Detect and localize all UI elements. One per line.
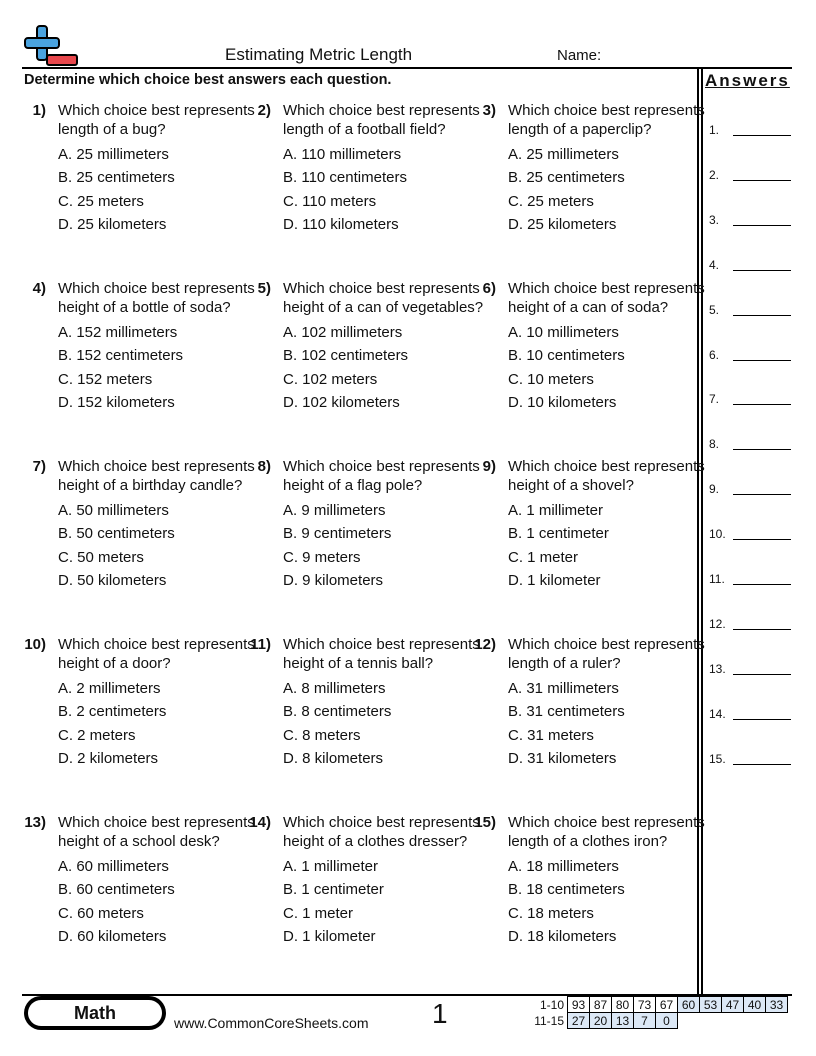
score-cell: 80 bbox=[612, 997, 634, 1013]
answer-choice: C. 31 meters bbox=[508, 726, 594, 744]
answer-number: 5. bbox=[709, 302, 720, 317]
answer-choice: A. 25 millimeters bbox=[58, 146, 169, 163]
choice-list bbox=[283, 323, 508, 416]
answer-choice: A. 31 millimeters bbox=[508, 680, 619, 697]
question-text: Which choice best represents height of a can of soda? bbox=[508, 280, 705, 316]
answer-number: 6. bbox=[709, 347, 720, 362]
answer-choice: A. 10 millimeters bbox=[508, 324, 619, 341]
answer-number: 8. bbox=[709, 437, 720, 452]
question-13 bbox=[24, 813, 283, 950]
score-cell: 53 bbox=[700, 997, 722, 1013]
answer-line bbox=[733, 539, 791, 540]
answer-choice: D. 152 kilometers bbox=[58, 393, 175, 411]
question-number: 8) bbox=[257, 458, 271, 475]
choice-list bbox=[508, 145, 733, 238]
score-row-label: 1-10 bbox=[539, 997, 564, 1012]
question-number: 5) bbox=[257, 280, 271, 297]
answer-choice: A. 1 millimeter bbox=[283, 858, 379, 875]
answer-choice: D. 102 kilometers bbox=[283, 393, 400, 411]
answer-choice: D. 110 kilometers bbox=[283, 215, 399, 233]
question-text: Which choice best represents height of a flag pole? bbox=[283, 458, 480, 494]
subject-badge bbox=[24, 996, 166, 1030]
header-divider bbox=[22, 67, 792, 69]
answer-choice: B. 10 centimeters bbox=[508, 347, 625, 365]
answer-choice: C. 9 meters bbox=[283, 548, 361, 566]
score-row-label: 11-15 bbox=[534, 1013, 564, 1028]
answer-choice: B. 31 centimeters bbox=[508, 703, 625, 721]
question-text: Which choice best represents height of a birthday candle? bbox=[58, 458, 255, 494]
answer-choice: B. 1 centimeter bbox=[283, 881, 384, 899]
answer-choice: A. 50 millimeters bbox=[58, 502, 169, 519]
question-text: Which choice best represents length of a bug? bbox=[58, 102, 255, 138]
answer-choice: A. 110 millimeters bbox=[283, 146, 402, 163]
answer-line bbox=[733, 404, 791, 405]
score-cell: 40 bbox=[744, 997, 766, 1013]
choice-list bbox=[58, 145, 283, 238]
answer-choice: A. 1 millimeter bbox=[508, 502, 604, 519]
logo-plus-horizontal bbox=[25, 38, 59, 48]
answer-choice: A. 102 millimeters bbox=[283, 324, 403, 341]
choice-list bbox=[58, 679, 283, 772]
question-text: Which choice best represents length of a football field? bbox=[283, 102, 480, 138]
question-1 bbox=[32, 101, 283, 238]
score-cell: 0 bbox=[656, 1013, 678, 1029]
choice-list bbox=[283, 679, 508, 772]
choice-list bbox=[508, 323, 733, 416]
answer-number: 1. bbox=[709, 123, 720, 137]
page-number: 1 bbox=[432, 998, 448, 1029]
answer-number: 12. bbox=[709, 616, 726, 631]
answer-number: 11. bbox=[709, 572, 725, 586]
answer-line bbox=[733, 584, 791, 585]
question-number: 2) bbox=[257, 102, 271, 119]
question-9 bbox=[482, 457, 733, 594]
choice-list bbox=[283, 857, 508, 950]
answer-choice: D. 25 kilometers bbox=[58, 215, 167, 233]
question-text: Which choice best represents height of a shovel? bbox=[508, 458, 705, 494]
answer-line bbox=[733, 225, 791, 226]
question-15 bbox=[474, 813, 733, 950]
answer-choice: D. 9 kilometers bbox=[283, 571, 384, 589]
score-cell: 33 bbox=[766, 997, 788, 1013]
score-cell: 87 bbox=[590, 997, 612, 1013]
question-10 bbox=[24, 635, 283, 772]
score-row bbox=[526, 1013, 788, 1029]
score-cell: 13 bbox=[612, 1013, 634, 1029]
answer-choice: C. 25 meters bbox=[508, 192, 594, 210]
answer-choice: B. 60 centimeters bbox=[58, 881, 175, 899]
question-number: 1) bbox=[32, 102, 46, 119]
question-number: 3) bbox=[482, 102, 496, 119]
answer-line bbox=[733, 180, 791, 181]
answer-choice: C. 102 meters bbox=[283, 370, 378, 388]
choice-list bbox=[508, 679, 733, 772]
score-row bbox=[526, 997, 788, 1013]
worksheet-title: Estimating Metric Length bbox=[225, 45, 413, 64]
answers-title: Answers bbox=[705, 71, 790, 90]
plus-minus-logo-icon bbox=[22, 24, 80, 68]
choice-list bbox=[508, 501, 733, 594]
question-3 bbox=[482, 101, 733, 238]
answer-choice: A. 2 millimeters bbox=[58, 680, 161, 697]
answer-number: 9. bbox=[709, 482, 720, 497]
answer-choice: D. 2 kilometers bbox=[58, 749, 159, 767]
answer-choice: A. 18 millimeters bbox=[508, 858, 619, 875]
answer-line bbox=[733, 135, 791, 136]
choice-list bbox=[283, 145, 508, 238]
choice-list bbox=[58, 323, 283, 416]
question-number: 10) bbox=[24, 636, 46, 653]
answer-choice: B. 152 centimeters bbox=[58, 347, 184, 365]
answer-choice: B. 2 centimeters bbox=[58, 703, 167, 721]
question-number: 9) bbox=[482, 458, 496, 475]
answer-choice: C. 152 meters bbox=[58, 370, 153, 388]
choice-list bbox=[58, 857, 283, 950]
score-cell: 20 bbox=[590, 1013, 612, 1029]
answer-choice: C. 2 meters bbox=[58, 726, 136, 744]
question-number: 6) bbox=[482, 280, 496, 297]
question-number: 11) bbox=[250, 636, 271, 653]
question-text: Which choice best represents length of a clothes iron? bbox=[508, 814, 705, 850]
instructions: Determine which choice best answers each question. bbox=[24, 72, 392, 88]
question-number: 15) bbox=[474, 814, 496, 831]
question-6 bbox=[482, 279, 733, 416]
question-4 bbox=[32, 279, 283, 416]
choice-list bbox=[58, 501, 283, 594]
question-number: 7) bbox=[32, 458, 46, 475]
answer-choice: A. 60 millimeters bbox=[58, 858, 169, 875]
answer-choice: B. 110 centimeters bbox=[283, 169, 407, 187]
answer-choice: D. 10 kilometers bbox=[508, 393, 617, 411]
question-14 bbox=[249, 813, 508, 950]
answer-number: 14. bbox=[709, 706, 726, 721]
answer-choice: B. 8 centimeters bbox=[283, 703, 392, 721]
question-text: Which choice best represents height of a can of vegetables? bbox=[283, 280, 484, 316]
question-number: 4) bbox=[32, 280, 46, 297]
answer-choice: D. 60 kilometers bbox=[58, 927, 167, 945]
answer-line bbox=[733, 494, 791, 495]
answer-line bbox=[733, 674, 791, 675]
answer-choice: A. 152 millimeters bbox=[58, 324, 178, 341]
question-7 bbox=[32, 457, 283, 594]
score-cell: 67 bbox=[656, 997, 678, 1013]
question-text: Which choice best represents height of a tennis ball? bbox=[283, 636, 480, 672]
answer-choice: D. 1 kilometer bbox=[508, 571, 601, 589]
answer-choice: A. 9 millimeters bbox=[283, 502, 386, 519]
answer-choice: C. 25 meters bbox=[58, 192, 144, 210]
question-2 bbox=[257, 101, 508, 238]
subject-label: Math bbox=[28, 1000, 162, 1026]
answer-line bbox=[733, 315, 791, 316]
question-12 bbox=[474, 635, 733, 772]
answer-choice: B. 1 centimeter bbox=[508, 525, 609, 543]
answer-choice: B. 102 centimeters bbox=[283, 347, 409, 365]
answer-choice: D. 50 kilometers bbox=[58, 571, 167, 589]
question-number: 12) bbox=[474, 636, 496, 653]
answer-choice: B. 18 centimeters bbox=[508, 881, 625, 899]
question-text: Which choice best represents length of a ruler? bbox=[508, 636, 705, 672]
answer-choice: C. 60 meters bbox=[58, 904, 144, 922]
answer-choice: D. 31 kilometers bbox=[508, 749, 617, 767]
answer-number: 7. bbox=[709, 392, 720, 407]
answer-choice: D. 8 kilometers bbox=[283, 749, 384, 767]
logo-minus bbox=[47, 55, 77, 65]
question-text: Which choice best represents height of a school desk? bbox=[58, 814, 255, 850]
answer-line bbox=[733, 360, 791, 361]
answer-choice: C. 18 meters bbox=[508, 904, 594, 922]
question-number: 14) bbox=[249, 814, 271, 831]
answer-choice: D. 1 kilometer bbox=[283, 927, 376, 945]
question-text: Which choice best represents height of a door? bbox=[58, 636, 255, 672]
answer-choice: C. 1 meter bbox=[508, 548, 579, 566]
question-text: Which choice best represents height of a bottle of soda? bbox=[58, 280, 255, 316]
score-cell: 27 bbox=[568, 1013, 590, 1029]
answer-line bbox=[733, 719, 791, 720]
answer-line bbox=[733, 764, 791, 765]
question-text: Which choice best represents length of a paperclip? bbox=[508, 102, 705, 138]
score-cell: 73 bbox=[634, 997, 656, 1013]
score-cell: 47 bbox=[722, 997, 744, 1013]
answer-choice: A. 8 millimeters bbox=[283, 680, 386, 697]
question-text: Which choice best represents height of a clothes dresser? bbox=[283, 814, 480, 850]
answer-choice: C. 1 meter bbox=[283, 904, 354, 922]
answer-choice: C. 110 meters bbox=[283, 192, 377, 210]
question-number: 13) bbox=[24, 814, 46, 831]
score-cell: 7 bbox=[634, 1013, 656, 1029]
score-cell: 93 bbox=[568, 997, 590, 1013]
answer-line bbox=[733, 449, 791, 450]
answer-choice: C. 8 meters bbox=[283, 726, 361, 744]
answer-line bbox=[733, 629, 791, 630]
choice-list bbox=[283, 501, 508, 594]
question-11 bbox=[250, 635, 508, 772]
answer-number: 15. bbox=[709, 751, 726, 766]
name-label: Name: bbox=[557, 47, 602, 64]
score-table bbox=[526, 996, 788, 1029]
answer-choice: B. 9 centimeters bbox=[283, 525, 392, 543]
website-url: www.CommonCoreSheets.com bbox=[174, 1015, 369, 1031]
question-5 bbox=[257, 279, 508, 416]
answer-choice: B. 25 centimeters bbox=[508, 169, 625, 187]
answer-number: 13. bbox=[709, 661, 726, 676]
answer-number: 2. bbox=[709, 167, 720, 182]
question-8 bbox=[257, 457, 508, 594]
answer-number: 10. bbox=[709, 527, 726, 542]
answer-line bbox=[733, 270, 791, 271]
answer-choice: B. 50 centimeters bbox=[58, 525, 175, 543]
answer-choice: D. 25 kilometers bbox=[508, 215, 617, 233]
choice-list bbox=[508, 857, 733, 950]
answer-number: 3. bbox=[709, 212, 720, 227]
score-cell: 60 bbox=[678, 997, 700, 1013]
answer-choice: D. 18 kilometers bbox=[508, 927, 617, 945]
answer-choice: A. 25 millimeters bbox=[508, 146, 619, 163]
answer-choice: C. 10 meters bbox=[508, 370, 594, 388]
answer-choice: C. 50 meters bbox=[58, 548, 144, 566]
answer-number: 4. bbox=[709, 257, 720, 272]
answer-choice: B. 25 centimeters bbox=[58, 169, 175, 187]
